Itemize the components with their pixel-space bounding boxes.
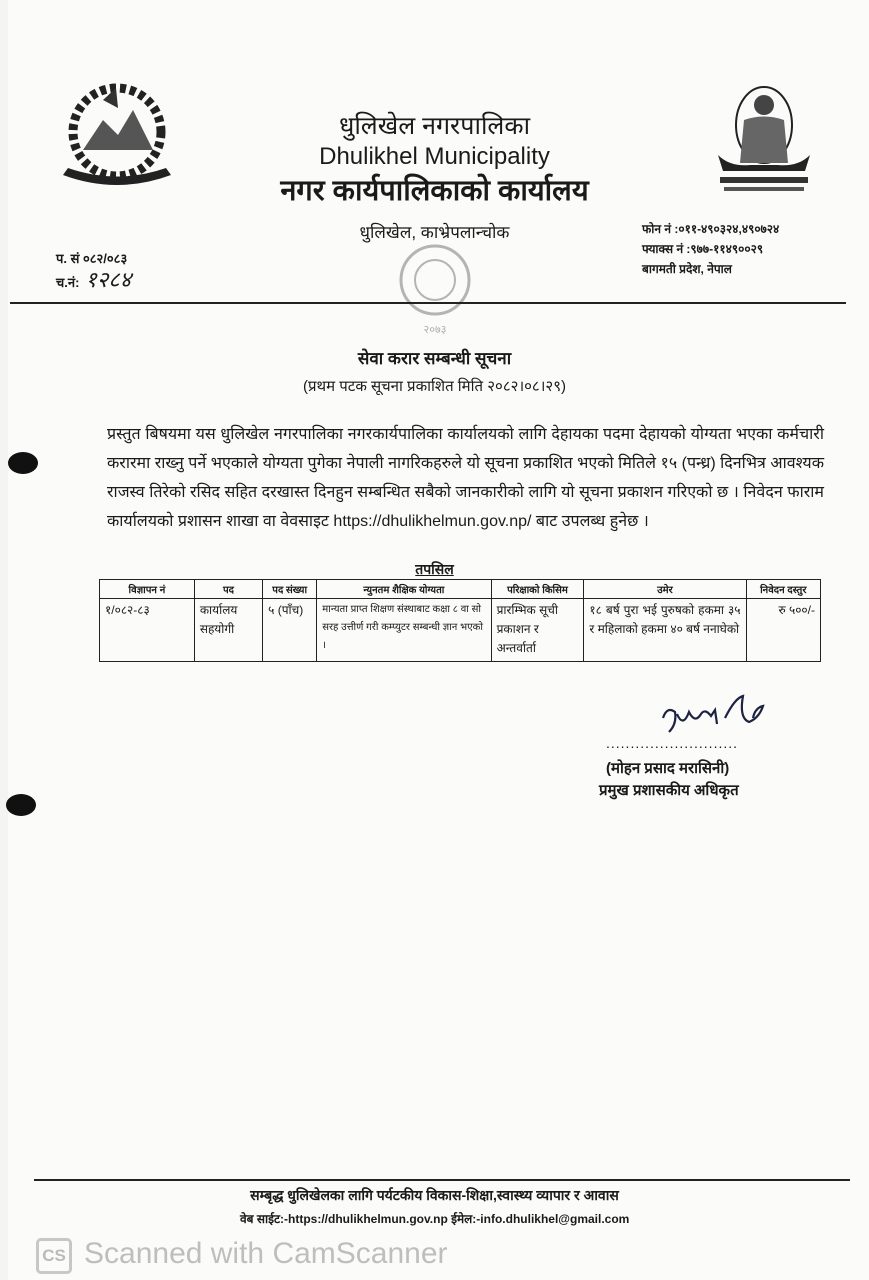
footer-contact: वेब साईट:-https://dhulikhelmun.gov.np ईमेल:-info.dhulikhel@gmail.com [240,1212,630,1226]
province: बागमती प्रदेश, नेपाल [642,262,732,276]
col-header: पद [194,580,262,599]
camscanner-watermark: Scanned with CamScanner [84,1237,448,1270]
contact-block [642,219,779,279]
cell-exam-type: प्रारम्भिक सूची प्रकाशन र अन्तर्वार्ता [491,599,584,662]
table-header-row [100,580,821,599]
signatory-name: (मोहन प्रसाद मरासिनी) [606,760,730,777]
municipality-name-nepali: धुलिखेल नगरपालिका [338,112,531,140]
camscanner-badge: CS [36,1238,72,1274]
footer-motto: सम्बृद्ध धुलिखेलका लागि पर्यटकीय विकास-शिक्षा,स्वास्थ्य व्यापार र आवास [250,1187,619,1203]
office-name: नगर कार्यपालिकाको कार्यालय [280,175,589,207]
nepal-emblem-logo [58,80,176,190]
cell-age: १८ बर्ष पुरा भई पुरुषको हकमा ३५ र महिलाको हकमा ४० बर्ष ननाघेको [584,599,746,662]
signature-image [655,688,775,738]
dispatch-number: १२८४ [85,268,132,293]
office-stamp [380,242,490,337]
punch-hole [6,794,36,816]
dispatch-label: च.नं: [56,275,80,290]
signatory-post: प्रमुख प्रशासकीय अधिकृत [599,782,739,799]
notice-subtitle: (प्रथम पटक सूचना प्रकाशित मिति २०८२।०८।२९) [302,378,567,395]
punch-hole [8,452,38,474]
office-location: धुलिखेल, काभ्रेपलान्चोक [359,223,510,242]
fiscal-year-label: प. सं [56,251,80,266]
cell-fee: रु ५००/- [746,599,821,662]
municipality-name-english: Dhulikhel Municipality [319,143,550,170]
table-row [100,599,821,662]
cell-post: कार्यालय सहयोगी [194,599,262,662]
phone-number: फोन नं :०११-४९०३२४,४९०७२४ [642,222,780,236]
col-header: निवेदन दस्तुर [746,580,821,599]
col-header: न्युनतम शैक्षिक योग्यता [317,580,491,599]
col-header: परिक्षाको किसिम [491,580,584,599]
col-header: उमेर [584,580,746,599]
cell-post-count: ५ (पाँच) [263,599,317,662]
footer-divider [34,1179,850,1181]
fax-number: फ्याक्स नं :९७७-११४९००२९ [642,242,764,256]
cell-ad-number: १/०८२-८३ [100,599,195,662]
stamp-year: २०७३ [423,324,447,336]
col-header: विज्ञापन नं [100,580,195,599]
vacancy-table [99,579,821,662]
notice-title: सेवा करार सम्बन्धी सूचना [357,349,512,368]
header-divider [10,302,846,304]
stamp-seal-icon [380,242,490,317]
municipality-logo [710,85,818,195]
table-caption: तपसिल [415,561,454,577]
cell-qualification: मान्यता प्राप्त शिक्षण संस्थाबाट कक्षा ८ वा सो सरह उत्तीर्ण गरी कम्प्युटर सम्बन्धी ज्ञान भएको । [317,599,491,662]
notice-body: प्रस्तुत बिषयमा यस धुलिखेल नगरपालिका नगरकार्यपालिका कार्यालयको लागि देहायका पदमा देहायको योग्यता भएका कर्मचारी करारमा राख्नु पर्ने भएकाले योग्यता पुगेका नेपाली नागरिकहरुले यो सूचना प्रकाशित भएको मितिले १५ (पन्ध्र) दिनभित्र आवश्यक राजस्व तिरेको रसिद सहित दरखास्त दिनहुन सम्बन्धित सबैको जानकारीको लागि यो सूचना प्रकाशन गरिएको छ । निवेदन फाराम कार्यालयको प्रशासन शाखा वा वेवसाइट https://dhulikhelmun.gov.np/ बाट उपलब्ध हुनेछ । [107,426,824,530]
col-header: पद संख्या [263,580,317,599]
fiscal-year: ०८२/०८३ [83,251,128,266]
signature-line: ........................... [606,735,739,751]
reference-block [56,248,131,294]
